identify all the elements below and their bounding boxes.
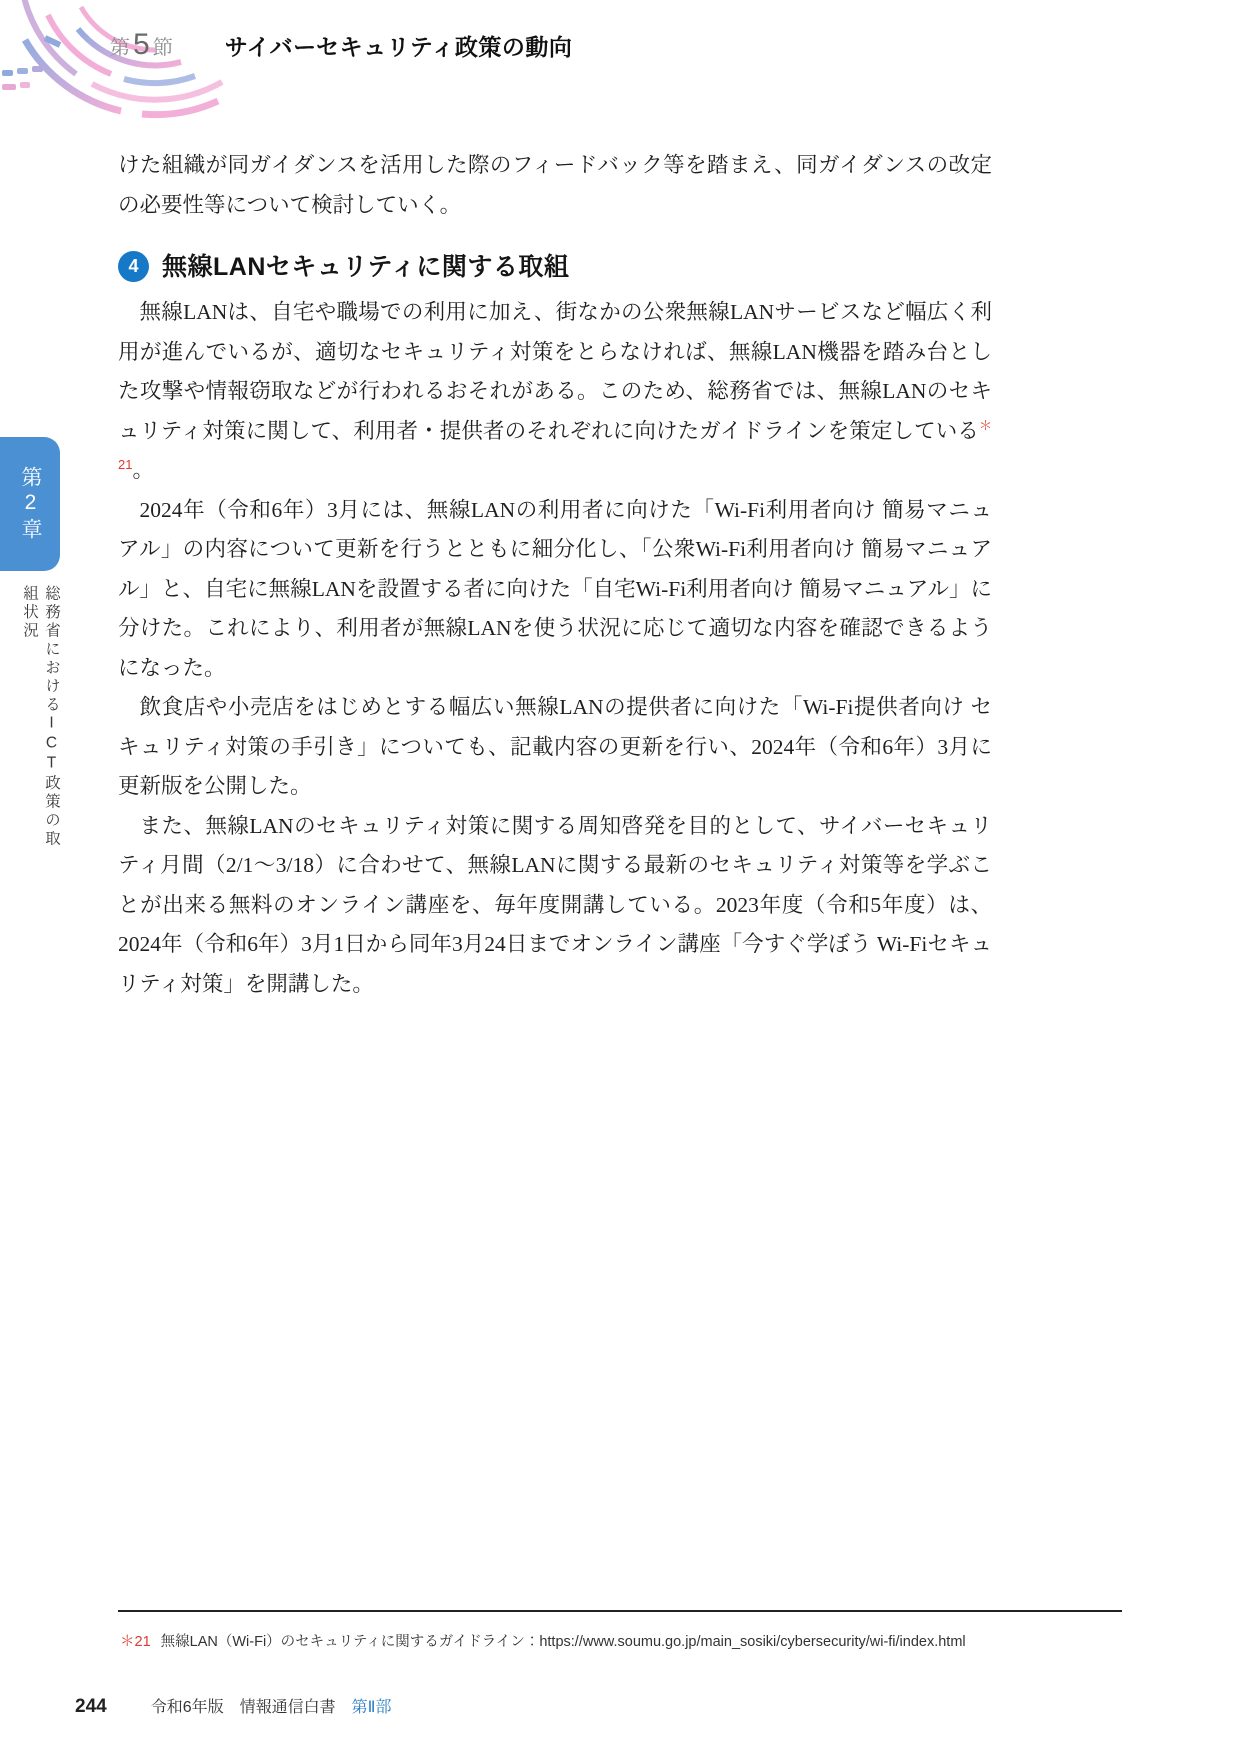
footnote-divider [118,1610,1122,1612]
chapter-tab [0,437,60,571]
section-title: サイバーセキュリティ政策の動向 [224,33,573,60]
footer-edition: 令和6年版 情報通信白書 [150,1699,336,1716]
paragraph-2: 2024年（令和6年）3月には、無線LANの利用者に向けた「Wi-Fi利用者向け 簡易マニュアル」の内容について更新を行うとともに細分化し、「公衆Wi-Fi利用者向け 簡易マニュアル」と、自宅に無線LANを設置する者に向けた「自宅Wi-Fi利用者向け 簡易マニュアル」に分けた。これにより、利用者が無線LANを使う状況に応じて適切な内容を確認できるようになった。 [118,497,992,680]
page-number: 244 [75,1696,107,1717]
intro-paragraph: けた組織が同ガイダンスを活用した際のフィードバック等を踏まえ、同ガイダンスの改定の必要性等について検討していく。 [118,153,992,217]
paragraph-1-period: 。 [132,458,154,482]
main-text-column [118,146,992,1004]
footnote-ref-21[interactable]: ＊21 [118,417,992,472]
page-header [110,28,572,62]
paragraph-1-text: 無線LANは、自宅や職場での利用に加え、街なかの公衆無線LANサービスなど幅広く利用が進んでいるが、適切なセキュリティ対策をとらなければ、無線LAN機器を踏み台とした攻撃や情報窃取などが行われるおそれがある。このため、総務省では、無線LANのセキュリティ対策に関して、利用者・提供者のそれぞれに向けたガイドラインを策定している [118,300,992,443]
section-number: 5 [133,28,150,61]
chapter-title-vertical: 総務省におけるICT政策の取組状況 [21,585,60,849]
section-label [110,28,173,62]
paragraph-1 [118,293,992,491]
paragraph-4: また、無線LANのセキュリティ対策に関する周知啓発を目的として、サイバーセキュリティ月間（2/1～3/18）に合わせて、無線LANに関する最新のセキュリティ対策等を学ぶことが出来る無料のオンライン講座を、毎年度開講している。2023年度（令和5年度）は、2024年（令和6年）3月1日から同年3月24日までオンライン講座「今すぐ学ぼう Wi-Fiセキュリティ対策」を開講した。 [118,813,992,996]
footer-part: 第Ⅱ部 [351,1699,392,1716]
section-label-suffix: 節 [152,36,173,59]
subsection-number-badge: 4 [118,251,149,282]
paragraph-3: 飲食店や小売店をはじめとする幅広い無線LANの提供者に向けた「Wi-Fi提供者向け セキュリティ対策の手引き」についても、記載内容の更新を行い、2024年（令和6年）3月に更新版を公開した。 [118,695,992,798]
footnote-text [161,1630,966,1651]
footnote-21 [120,1630,1120,1651]
decorative-arcs [0,0,245,130]
footnote-label: 無線LAN（Wi-Fi）のセキュリティに関するガイドライン： [160,1634,540,1650]
chapter-tab-label: 第2章 [19,465,42,543]
section-label-prefix: 第 [110,36,130,59]
subsection-heading-text: 無線LANセキュリティに関する取組 [162,252,570,281]
footnote-url-link[interactable]: https://www.soumu.go.jp/main_sosiki/cybersecurity/wi-fi/index.html [539,1634,966,1650]
page-footer [75,1694,392,1718]
footnote-marker: ＊21 [120,1634,151,1650]
subsection-heading [118,251,992,282]
